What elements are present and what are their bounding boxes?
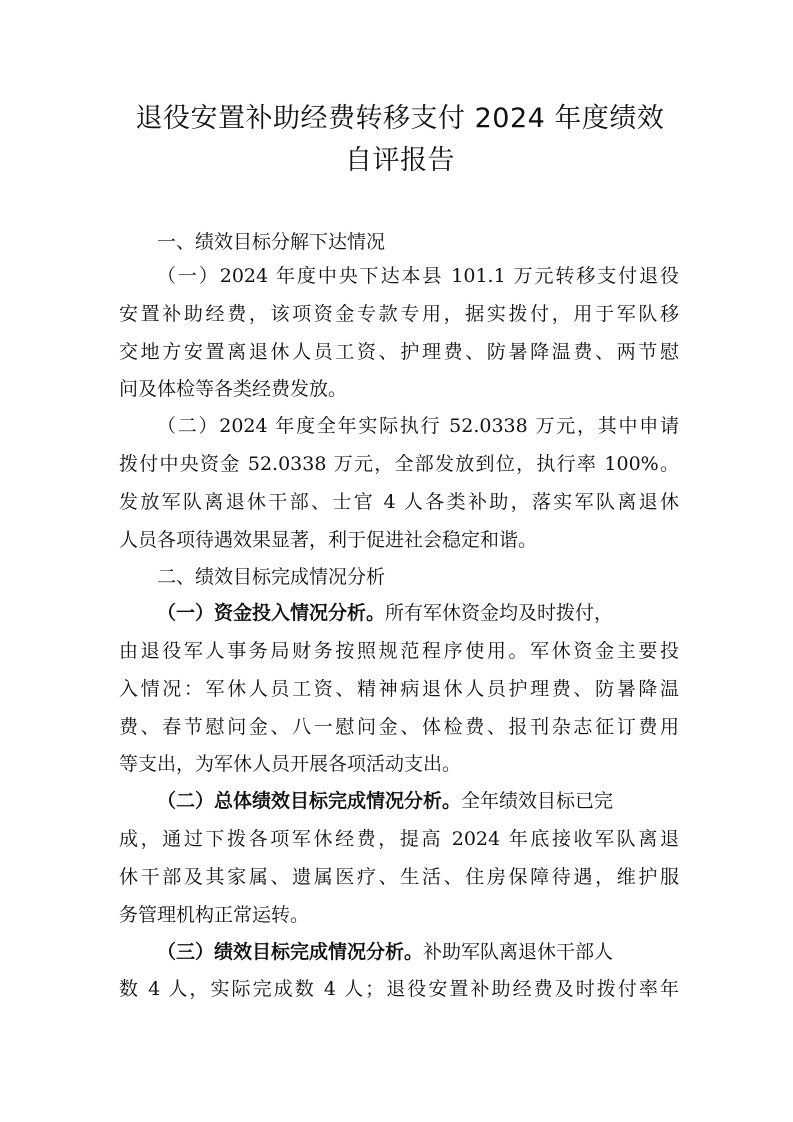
title-line-1: 退役安置补助经费转移支付 2024 年度绩效 [135,103,665,134]
subheading: （一）资金投入情况分析。 [157,602,386,624]
section-2-heading: 二、绩效目标完成情况分析 [157,566,386,588]
title-line-2: 自评报告 [345,145,455,176]
paragraph-line: 成，通过下拨各项军休经费，提高 2024 年底接收军队离退 [119,828,679,850]
paragraph-line: 交地方安置离退休人员工资、护理费、防暑降温费、两节慰 [119,341,679,363]
paragraph-line: （二）2024 年度全年实际执行 52.0338 万元，其中申请 [157,415,679,437]
paragraph-text: 所有军休资金均及时拨付， [385,602,614,624]
paragraph-line: 休干部及其家属、遗属医疗、生活、住房保障待遇，维护服 [119,866,679,888]
subheading: （二）总体绩效目标完成情况分析。 [157,790,462,812]
paragraph-text: 补助军队离退休干部人 [423,941,614,963]
paragraph-first-line [157,789,679,813]
subheading: （三）绩效目标完成情况分析。 [157,941,424,963]
paragraph-first-line [157,940,679,964]
paragraph-line: 发放军队离退休干部、士官 4 人各类补助，落实军队离退休 [119,491,679,513]
section-1-heading: 一、绩效目标分解下达情况 [157,231,386,253]
paragraph-line: 入情况：军休人员工资、精神病退休人员护理费、防暑降温 [119,678,679,700]
paragraph-line: 务管理机构正常运转。 [119,904,310,926]
paragraph-line: 安置补助经费，该项资金专款专用，据实拨付，用于军队移 [119,303,679,325]
paragraph-first-line [157,601,679,625]
paragraph-line: 拨付中央资金 52.0338 万元，全部发放到位，执行率 100%。 [119,453,679,475]
paragraph-line: 数 4 人，实际完成数 4 人；退役安置补助经费及时拨付率年 [119,978,679,1000]
paragraph-line: 由退役军人事务局财务按照规范程序使用。军休资金主要投 [119,640,679,662]
paragraph-line: 等支出，为军休人员开展各项活动支出。 [119,753,462,775]
paragraph-line: （一）2024 年度中央下达本县 101.1 万元转移支付退役 [157,265,679,287]
document-title [100,98,700,182]
paragraph-line: 费、春节慰问金、八一慰问金、体检费、报刊杂志征订费用 [119,716,679,738]
paragraph-text: 全年绩效目标已完 [461,790,614,812]
paragraph-line: 人员各项待遇效果显著，利于促进社会稳定和谐。 [119,529,538,551]
paragraph-line: 问及体检等各类经费发放。 [119,378,348,400]
